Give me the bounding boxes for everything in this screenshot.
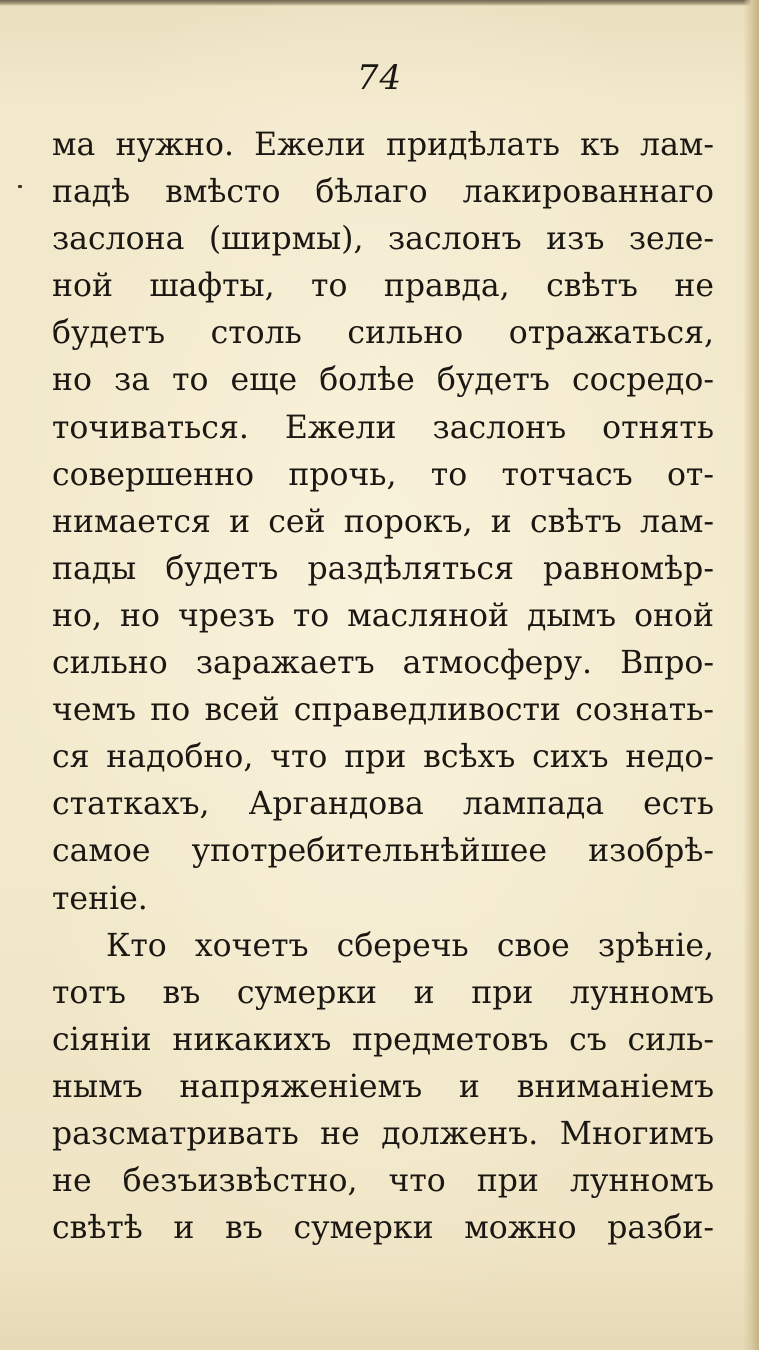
- text-line: нимается и сей порокъ, и свѣтъ лам-: [52, 503, 714, 540]
- text-line: ма нужно. Ежели придѣлать къ лам-: [52, 127, 714, 163]
- text-line: самое употребительнѣйшее изобрѣ-: [52, 833, 714, 870]
- text-line: совершенно прочь, то тотчасъ от-: [52, 456, 714, 493]
- text-line: статкахъ, Аргандова лампада есть: [52, 786, 714, 823]
- text-line: точиваться. Ежели заслонъ отнять: [52, 409, 714, 446]
- page-number: 74: [356, 58, 403, 98]
- paragraph-last-line: теніе.: [52, 880, 148, 917]
- text-line: падѣ вмѣсто бѣлаго лакированнаго: [52, 174, 714, 211]
- page-top-edge: [0, 0, 759, 6]
- text-line: пады будетъ раздѣляться равномѣр-: [52, 550, 714, 587]
- ink-speck: [18, 185, 22, 188]
- text-line: разсматривать не долженъ. Многимъ: [52, 1115, 714, 1152]
- body-text: [52, 122, 714, 1252]
- text-line: ся надобно, что при всѣхъ сихъ недо-: [52, 739, 714, 776]
- text-line: нымъ напряженіемъ и вниманіемъ: [52, 1068, 714, 1105]
- text-line: будетъ столь сильно отражаться,: [52, 315, 714, 352]
- text-line: чемъ по всей справедливости сознать-: [52, 692, 714, 729]
- text-line: но за то еще болѣе будетъ сосредо-: [52, 362, 714, 399]
- text-line: тотъ въ сумерки и при лунномъ: [52, 974, 714, 1011]
- text-line: свѣтѣ и въ сумерки можно разби-: [52, 1210, 714, 1247]
- paragraph-first-line: Кто хочетъ сберечь свое зрѣніе,: [106, 927, 714, 964]
- text-line: не безъизвѣстно, что при лунномъ: [52, 1163, 714, 1200]
- text-line: ной шафты, то правда, свѣтъ не: [52, 268, 714, 305]
- page-gutter-shadow: [743, 0, 759, 1350]
- text-line: но, но чрезъ то масляной дымъ оной: [52, 597, 714, 634]
- text-line: сильно заражаетъ атмосферу. Впро-: [52, 645, 714, 682]
- text-line: сіяніи никакихъ предметовъ съ силь-: [52, 1021, 714, 1058]
- text-line: заслона (ширмы), заслонъ изъ зеле-: [52, 221, 714, 258]
